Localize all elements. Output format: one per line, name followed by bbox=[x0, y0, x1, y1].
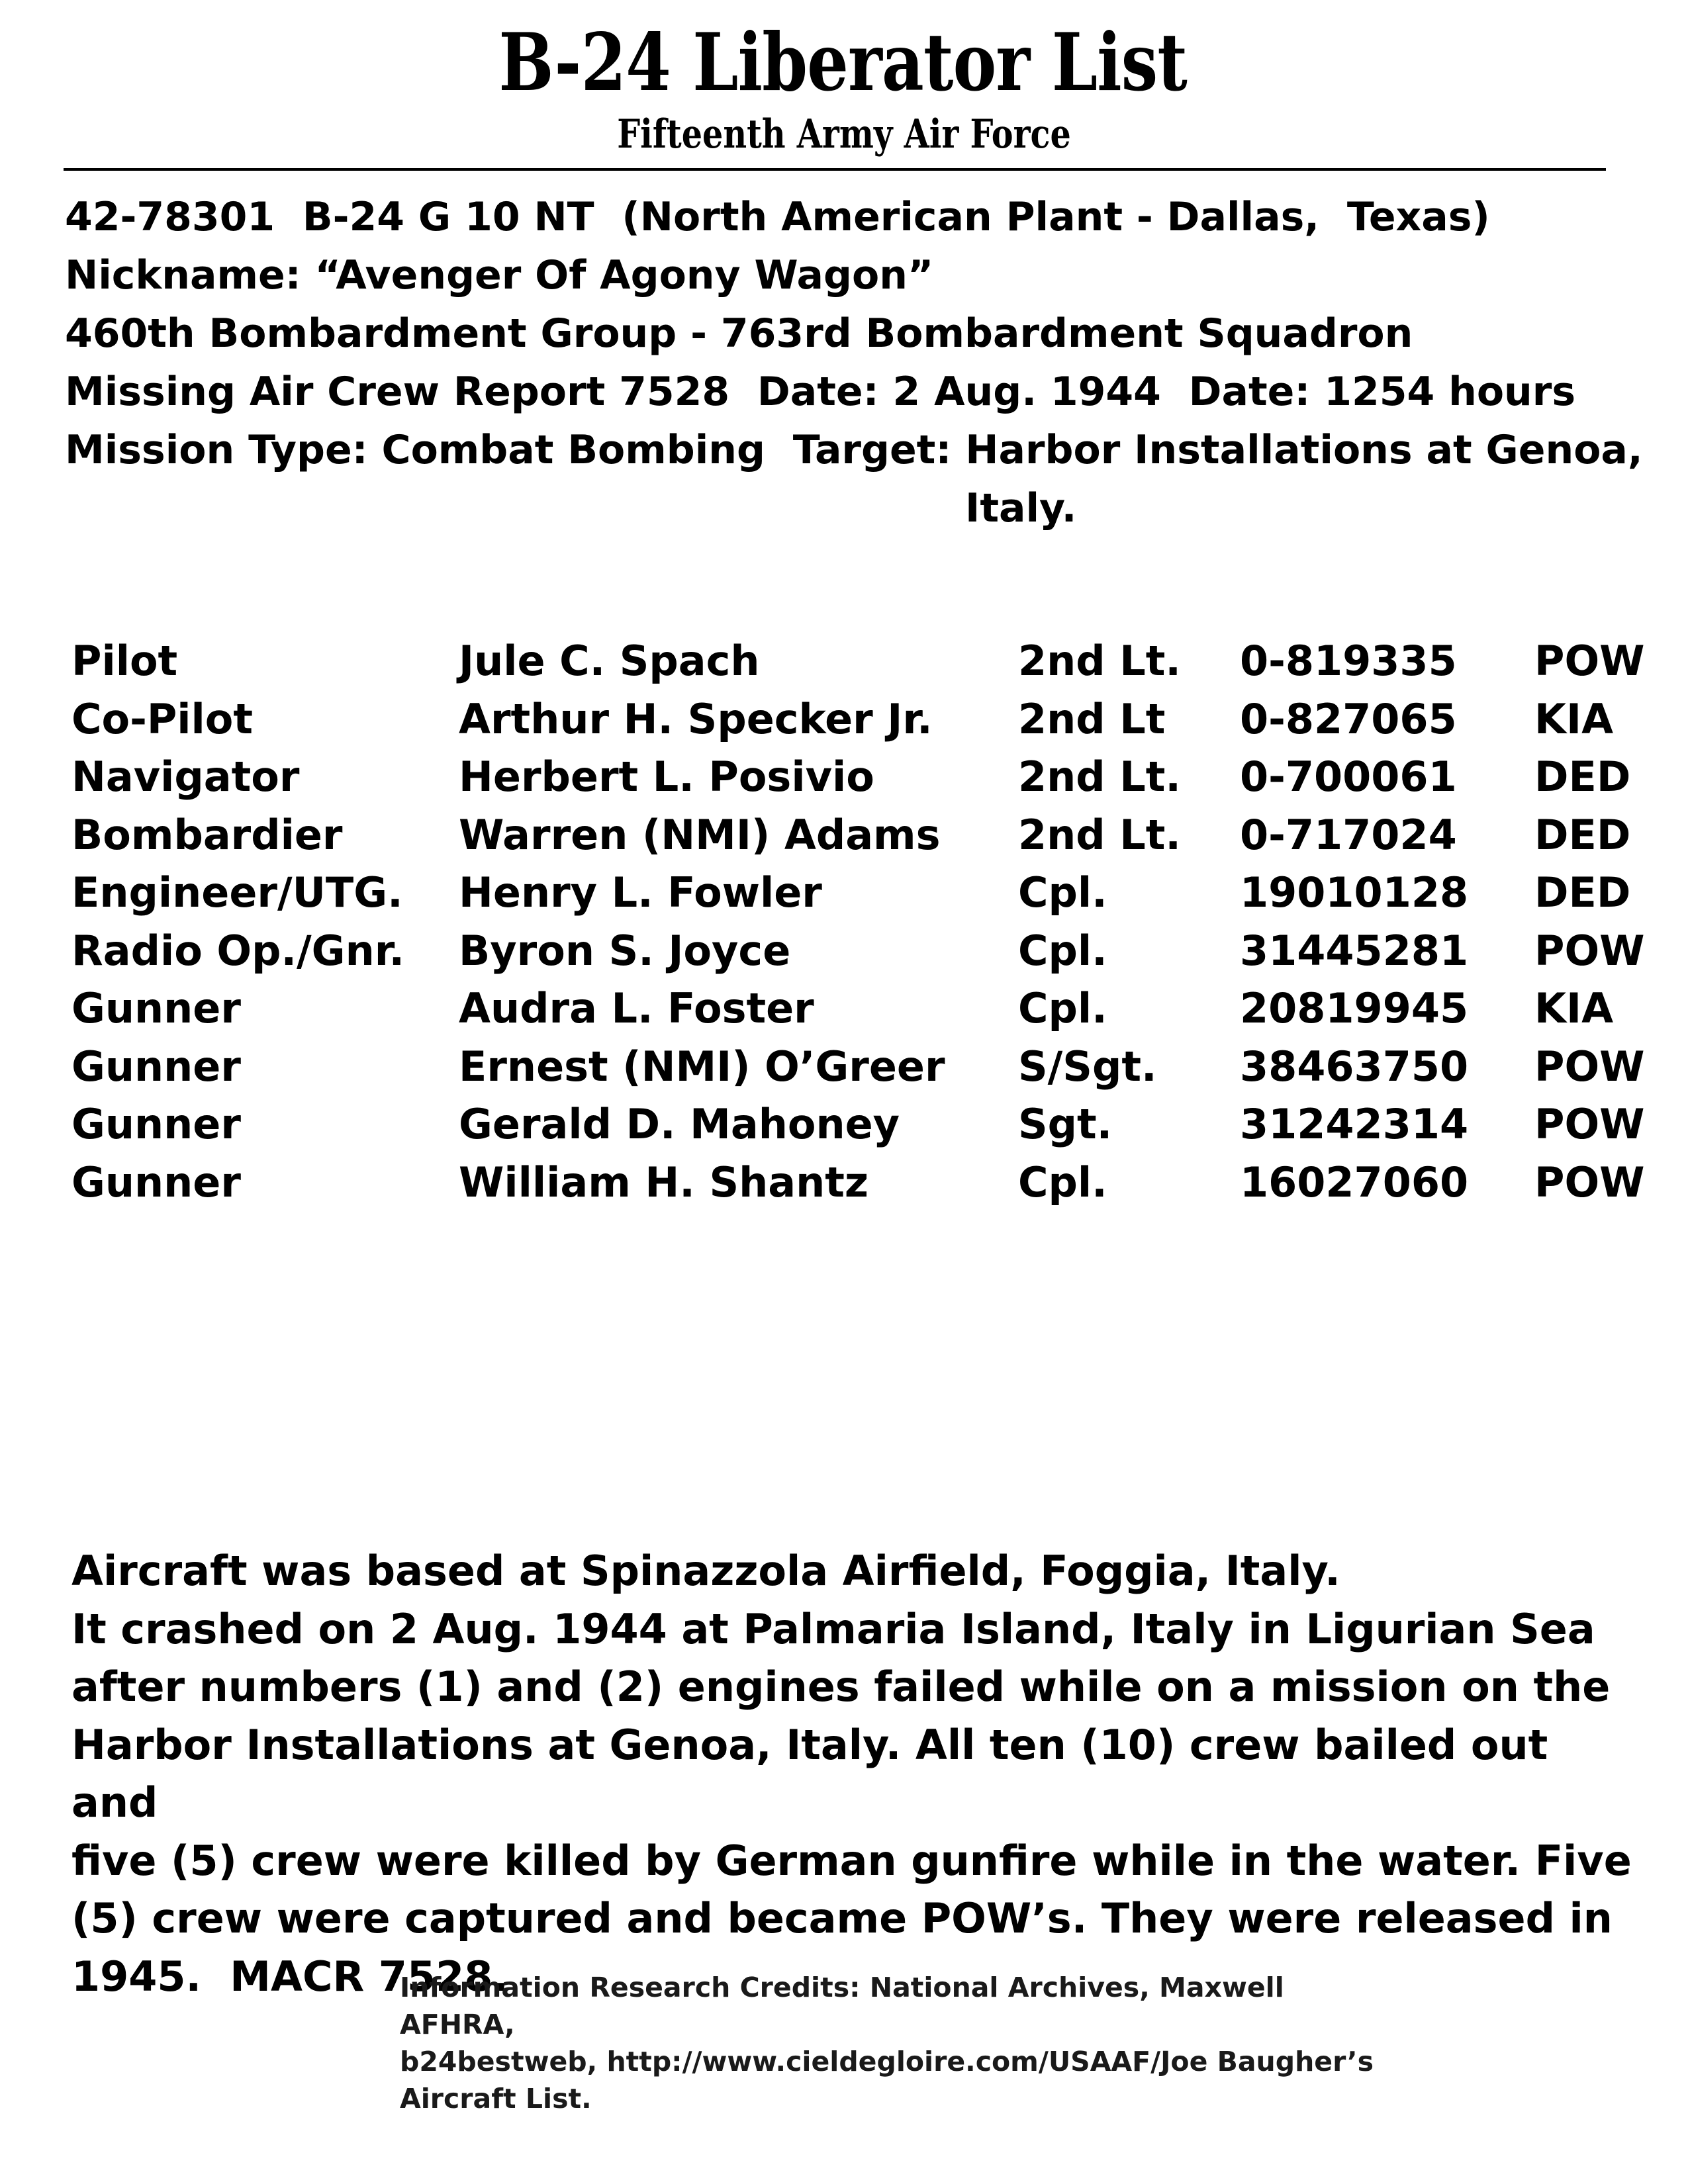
credits-line: Aircraft List. bbox=[400, 2083, 592, 2115]
crew-name: Ernest (NMI) O’Greer bbox=[459, 1042, 945, 1091]
crew-serial: 0-700061 bbox=[1240, 752, 1457, 801]
crew-rank: Cpl. bbox=[1018, 926, 1107, 975]
crew-position: Gunner bbox=[71, 1158, 241, 1206]
crew-name: Arthur H. Specker Jr. bbox=[459, 694, 933, 743]
narrative-line: 1945. MACR 7528. bbox=[71, 1952, 508, 2001]
narrative-line: after numbers (1) and (2) engines failed while on a mission on the bbox=[71, 1662, 1611, 1711]
table-row bbox=[71, 632, 1673, 690]
crew-status: KIA bbox=[1534, 984, 1614, 1032]
crew-rank: Cpl. bbox=[1018, 1158, 1107, 1206]
crew-name: Byron S. Joyce bbox=[459, 926, 791, 975]
narrative-line: five (5) crew were killed by German gunfire while in the water. Five bbox=[71, 1836, 1632, 1885]
crew-position: Pilot bbox=[71, 637, 178, 685]
title-divider bbox=[64, 168, 1606, 171]
crew-rank: 2nd Lt. bbox=[1018, 810, 1181, 859]
crew-serial: 19010128 bbox=[1240, 868, 1469, 917]
crew-name: Gerald D. Mahoney bbox=[459, 1100, 900, 1148]
crew-status: POW bbox=[1534, 1100, 1645, 1148]
macr-line: Missing Air Crew Report 7528 Date: 2 Aug. 1944 Date: 1254 hours bbox=[65, 369, 1576, 415]
crew-name: Audra L. Foster bbox=[459, 984, 814, 1032]
crew-serial: 0-819335 bbox=[1240, 637, 1457, 685]
table-row bbox=[71, 1038, 1673, 1096]
table-row bbox=[71, 806, 1673, 864]
crew-status: POW bbox=[1534, 1042, 1645, 1091]
crew-status: POW bbox=[1534, 637, 1645, 685]
crew-serial: 20819945 bbox=[1240, 984, 1469, 1032]
page-subtitle: Fifteenth Army Air Force bbox=[617, 111, 1071, 158]
crew-rank: Cpl. bbox=[1018, 868, 1107, 917]
crew-status: DED bbox=[1534, 868, 1631, 917]
crew-position: Gunner bbox=[71, 1100, 241, 1148]
crew-position: Navigator bbox=[71, 752, 300, 801]
credits-line: Information Research Credits: National Archives, Maxwell AFHRA, bbox=[400, 1972, 1284, 2040]
crew-name: William H. Shantz bbox=[459, 1158, 868, 1206]
table-row bbox=[71, 1154, 1673, 1212]
crew-position: Engineer/UTG. bbox=[71, 868, 403, 917]
crew-name: Jule C. Spach bbox=[459, 637, 760, 685]
crew-position: Radio Op./Gnr. bbox=[71, 926, 404, 975]
mission-line: Mission Type: Combat Bombing Target: Harbor Installations at Genoa, bbox=[65, 427, 1643, 473]
crew-rank: Sgt. bbox=[1018, 1100, 1113, 1148]
crew-rank: 2nd Lt bbox=[1018, 694, 1166, 743]
crew-rank: 2nd Lt. bbox=[1018, 752, 1181, 801]
crew-name: Henry L. Fowler bbox=[459, 868, 822, 917]
table-row bbox=[71, 1095, 1673, 1154]
crew-name: Warren (NMI) Adams bbox=[459, 810, 941, 859]
crew-position: Gunner bbox=[71, 1042, 241, 1091]
table-row bbox=[71, 979, 1673, 1038]
crew-rank: S/Sgt. bbox=[1018, 1042, 1157, 1091]
table-row bbox=[71, 690, 1673, 749]
crew-status: DED bbox=[1534, 752, 1631, 801]
crew-name: Herbert L. Posivio bbox=[459, 752, 874, 801]
narrative-line: It crashed on 2 Aug. 1944 at Palmaria Island, Italy in Ligurian Sea bbox=[71, 1604, 1595, 1653]
crew-serial: 16027060 bbox=[1240, 1158, 1469, 1206]
crew-position: Gunner bbox=[71, 984, 241, 1032]
credits-line: b24bestweb, http://www.cieldegloire.com/USAAF/Joe Baugher’s bbox=[400, 2046, 1374, 2077]
crew-status: DED bbox=[1534, 810, 1631, 859]
mission-line-continued: Italy. bbox=[965, 485, 1077, 531]
crew-serial: 0-827065 bbox=[1240, 694, 1457, 743]
table-row bbox=[71, 864, 1673, 922]
crew-status: POW bbox=[1534, 926, 1645, 975]
crew-position: Bombardier bbox=[71, 810, 343, 859]
aircraft-info bbox=[65, 188, 1654, 537]
crew-status: KIA bbox=[1534, 694, 1614, 743]
narrative-line: Aircraft was based at Spinazzola Airfield, Foggia, Italy. bbox=[71, 1547, 1340, 1595]
crash-narrative bbox=[71, 1542, 1647, 2005]
crew-serial: 31242314 bbox=[1240, 1100, 1469, 1148]
table-row bbox=[71, 922, 1673, 980]
narrative-line: (5) crew were captured and became POW’s. They were released in bbox=[71, 1894, 1613, 1942]
nickname-line: Nickname: “Avenger Of Agony Wagon” bbox=[65, 252, 934, 298]
crew-serial: 38463750 bbox=[1240, 1042, 1469, 1091]
crew-serial: 0-717024 bbox=[1240, 810, 1457, 859]
crew-status: POW bbox=[1534, 1158, 1645, 1206]
table-row bbox=[71, 748, 1673, 806]
crew-serial: 31445281 bbox=[1240, 926, 1469, 975]
research-credits bbox=[400, 1969, 1393, 2117]
page-title: B-24 Liberator List bbox=[498, 16, 1188, 109]
crew-table bbox=[71, 632, 1673, 1211]
serial-model-line: 42-78301 B-24 G 10 NT (North American Plant - Dallas, Texas) bbox=[65, 194, 1490, 240]
group-squadron-line: 460th Bombardment Group - 763rd Bombardment Squadron bbox=[65, 310, 1413, 357]
crew-rank: Cpl. bbox=[1018, 984, 1107, 1032]
narrative-line: Harbor Installations at Genoa, Italy. All ten (10) crew bailed out and bbox=[71, 1720, 1562, 1827]
crew-position: Co-Pilot bbox=[71, 694, 254, 743]
crew-rank: 2nd Lt. bbox=[1018, 637, 1181, 685]
